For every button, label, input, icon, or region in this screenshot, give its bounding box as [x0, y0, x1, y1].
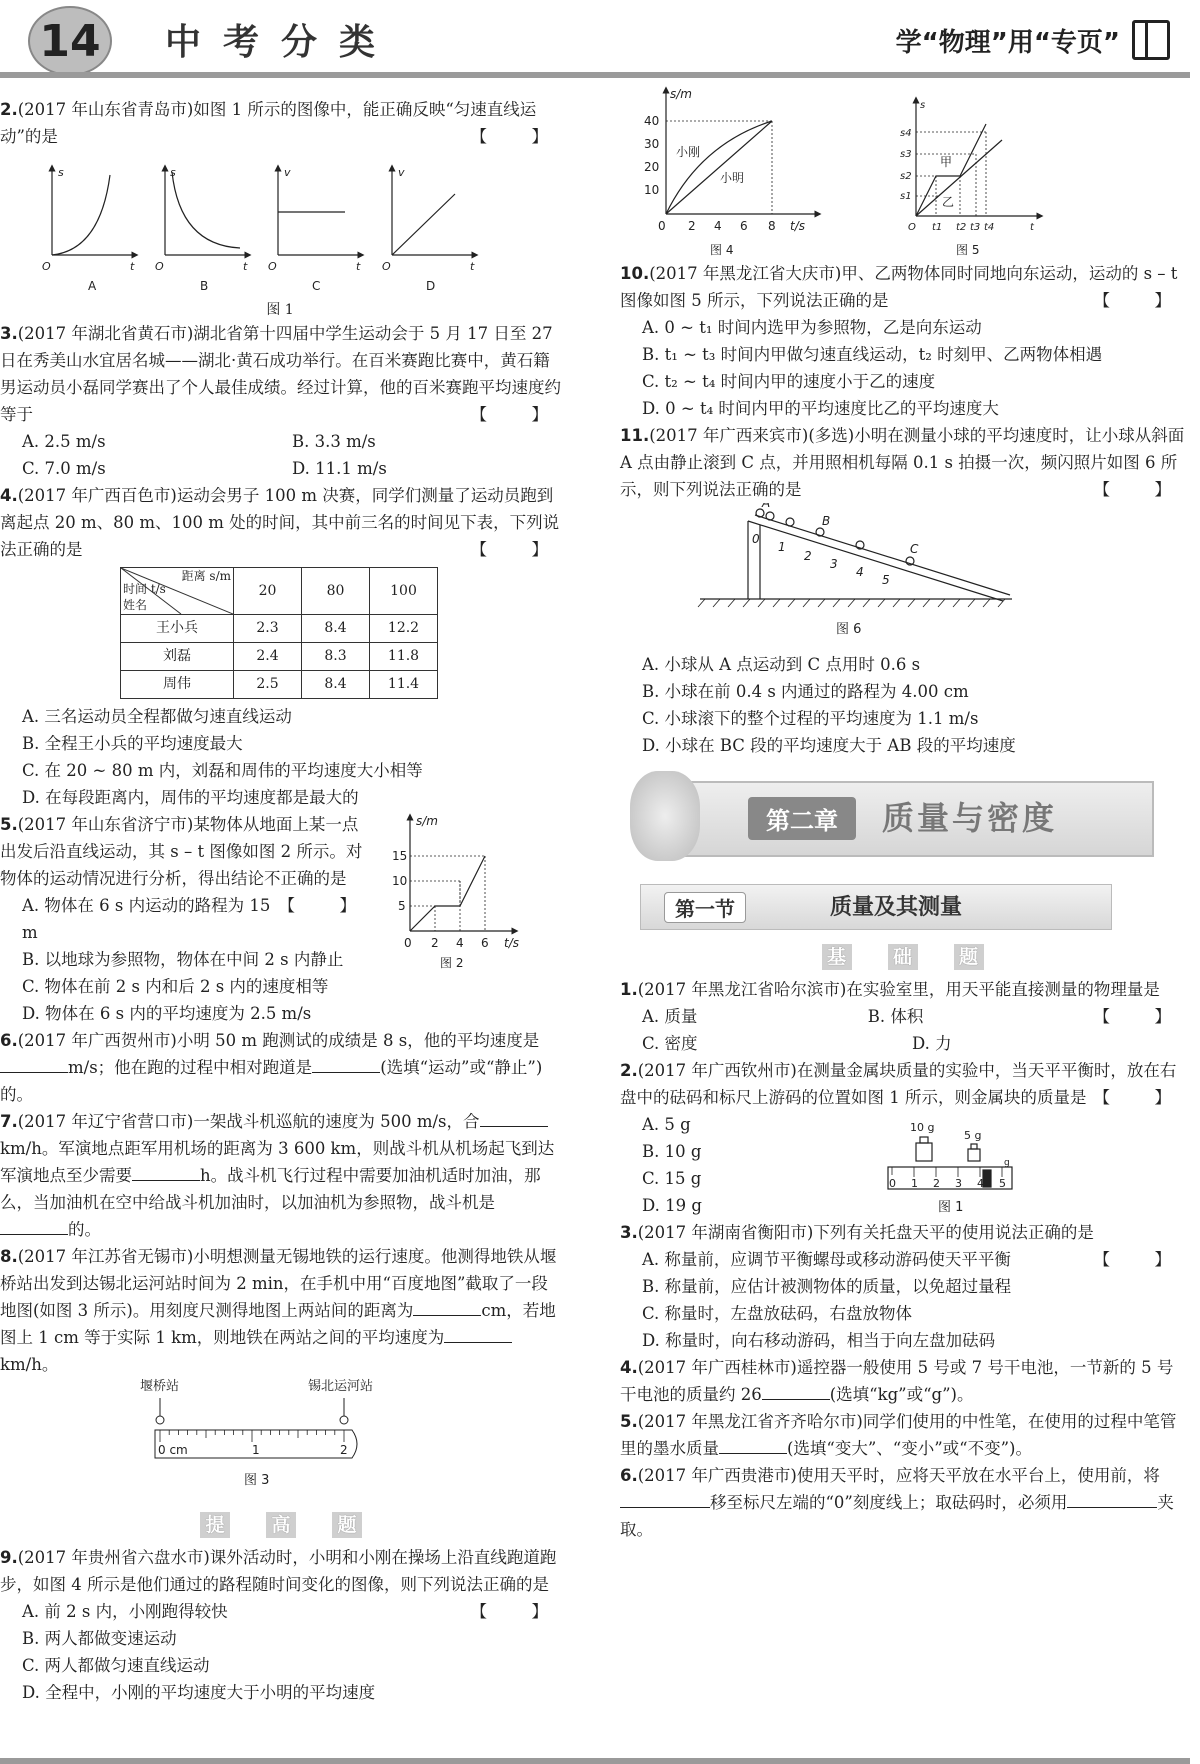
svg-text:s4: s4	[900, 128, 912, 139]
question-10: 10.(2017 年黑龙江省大庆市)甲、乙两物体同时同地向东运动，运动的 s – t 图像如图 5 所示，下列说法正确的是 【 】	[620, 264, 1185, 310]
basic-question-2-block	[620, 1057, 1185, 1219]
svg-text:4: 4	[456, 936, 464, 950]
q9-option-c[interactable]: C. 两人都做匀速直线运动	[22, 1656, 210, 1675]
question-11: 11.(2017 年广西来宾市)(多选)小明在测量小球的平均速度时，让小球从斜面 A 点由静止滚到 C 点，并用照相机每隔 0.1 s 拍摄一次，频闪照片如图 6 所示，则下列说法正确的是 【 】	[620, 426, 1185, 499]
q3-option-b[interactable]: B. 3.3 m/s	[292, 432, 376, 451]
q3-option-a[interactable]: A. 2.5 m/s	[22, 432, 106, 451]
b2-option-a[interactable]: A. 5 g	[642, 1115, 691, 1134]
svg-text:t/s: t/s	[790, 219, 805, 233]
b3-option-a[interactable]: A. 称量前，应调节平衡螺母或移动游码使天平平衡	[642, 1250, 1011, 1269]
svg-text:t3: t3	[970, 222, 981, 233]
q10-option-c[interactable]: C. t₂ ~ t₄ 时间内甲的速度小于乙的速度	[642, 372, 936, 391]
figures-4-5	[620, 84, 1185, 260]
table-col-80: 80	[302, 568, 370, 615]
svg-text:1: 1	[911, 1177, 918, 1190]
table-col-20: 20	[234, 568, 302, 615]
svg-text:0: 0	[752, 532, 760, 546]
q9-option-d[interactable]: D. 全程中，小刚的平均速度大于小明的平均速度	[22, 1683, 376, 1702]
basic-question-6: 6.(2017 年广西贵港市)使用天平时，应将天平放在水平台上，使用前，将移至标尺左端的“0”刻度线上；取砝码时，必须用 夹取。	[620, 1466, 1174, 1539]
svg-text:5: 5	[882, 573, 890, 587]
q7-blank-2[interactable]	[132, 1162, 200, 1181]
svg-text:0: 0	[889, 1177, 896, 1190]
improve-section-label: 提 高 题	[0, 1512, 562, 1538]
figure-1	[0, 150, 540, 298]
q7-blank-1[interactable]	[480, 1108, 548, 1127]
basic-question-4: 4.(2017 年广西桂林市)遥控器一般使用 5 号或 7 号干电池，一节新的 5 号干电池的质量约 26 (选填“kg”或“g”)。	[620, 1358, 1174, 1404]
figure-6	[620, 503, 1180, 643]
table-row: 刘磊 2.4 8.3 11.8	[121, 643, 438, 671]
b2-option-c[interactable]: C. 15 g	[642, 1169, 702, 1188]
fig1-origin-b: O	[155, 260, 164, 273]
q11-option-d[interactable]: D. 小球在 BC 段的平均速度大于 AB 段的平均速度	[642, 736, 1016, 755]
figure-2	[380, 811, 530, 976]
chapter-title: 质量与密度	[882, 799, 1058, 837]
q8-blank-2[interactable]	[444, 1324, 512, 1343]
q11-option-a[interactable]: A. 小球从 A 点运动到 C 点用时 0.6 s	[642, 655, 921, 674]
q10-option-a[interactable]: A. 0 ~ t₁ 时间内选甲为参照物，乙是向东运动	[642, 318, 982, 337]
question-9: 9.(2017 年贵州省六盘水市)课外活动时，小明和小刚在操场上沿直线跑道跑步，如图 4 所示是他们通过的路程随时间变化的图像，则下列说法正确的是 【 】	[0, 1548, 562, 1621]
svg-text:图 1: 图 1	[938, 1200, 964, 1215]
q10-option-b[interactable]: B. t₁ ~ t₃ 时间内甲做匀速直线运动，t₂ 时刻甲、乙两物体相遇	[642, 345, 1103, 364]
svg-text:t4: t4	[984, 222, 995, 233]
page-header	[0, 0, 1200, 80]
question-4: 4.(2017 年广西百色市)运动会男子 100 m 决赛，同学们测量了运动员跑到离起点 20 m、80 m、100 m 处的时间，其中前三名的时间见下表，下列说法正确的是 【 】	[0, 486, 562, 559]
b3-option-c[interactable]: C. 称量时，左盘放砝码，右盘放物体	[642, 1304, 913, 1323]
svg-text:小刚: 小刚	[676, 145, 701, 159]
right-column	[620, 84, 1185, 1543]
q4-option-d[interactable]: D. 在每段距离内，周伟的平均速度都是最大的	[22, 788, 359, 807]
svg-text:8: 8	[768, 219, 776, 233]
svg-text:20: 20	[644, 160, 660, 174]
q4-option-b[interactable]: B. 全程王小兵的平均速度最大	[22, 734, 243, 753]
svg-text:10: 10	[644, 183, 660, 197]
footer-divider	[0, 1758, 1190, 1764]
svg-text:s1: s1	[900, 191, 912, 202]
svg-text:0 cm: 0 cm	[158, 1443, 188, 1457]
fig1-axis-v-d: v	[398, 166, 405, 179]
figure-4	[640, 84, 830, 260]
b3-option-d[interactable]: D. 称量时，向右移动游码，相当于向左盘加砝码	[642, 1331, 996, 1350]
b2-option-d[interactable]: D. 19 g	[642, 1196, 702, 1215]
left-column	[0, 96, 562, 1706]
b1-option-d[interactable]: D. 力	[912, 1034, 952, 1053]
q5-option-b[interactable]: B. 以地球为参照物，物体在中间 2 s 内静止	[22, 950, 344, 969]
section-label: 第一节	[664, 892, 746, 923]
svg-text:t/s: t/s	[504, 936, 519, 950]
figure-5	[890, 84, 1060, 260]
question-7: 7.(2017 年辽宁省营口市)一架战斗机巡航的速度为 500 m/s，合km/h。军演地点距军用机场的距离为 3 600 km，则战斗机从机场起飞到达军演地点至少需要 h。战斗机飞行过程中需要加油机适时加油，那么，当加油机在空中给战斗机加油时，以加油机为参照物，战斗机是的。	[0, 1108, 562, 1243]
svg-text:t2: t2	[956, 222, 967, 233]
svg-text:s3: s3	[900, 149, 912, 160]
fig1-label-a: A	[88, 279, 97, 293]
svg-text:4: 4	[856, 565, 864, 579]
svg-text:s/m: s/m	[670, 87, 692, 101]
svg-text:2: 2	[688, 219, 696, 233]
fig1-axis-s-b: s	[170, 166, 176, 179]
svg-text:5: 5	[999, 1177, 1006, 1190]
svg-text:g: g	[1004, 1158, 1010, 1168]
table-diag-header: 距离 s/m 时间 t/s 姓名	[121, 568, 234, 615]
svg-text:40: 40	[644, 114, 660, 128]
page-number: 14	[28, 6, 112, 76]
svg-text:B: B	[822, 514, 831, 528]
b1-option-c[interactable]: C. 密度	[642, 1034, 698, 1053]
basic-question-3: 3.(2017 年湖南省衡阳市)下列有关托盘天平的使用说法正确的是 【 】	[620, 1223, 1185, 1269]
svg-text:O: O	[908, 222, 916, 233]
svg-text:A: A	[762, 503, 771, 510]
q5-option-c[interactable]: C. 物体在前 2 s 内和后 2 s 内的速度相等	[22, 977, 329, 996]
q5-option-a[interactable]: A. 物体在 6 s 内运动的路程为 15 m	[22, 896, 271, 942]
chapter-banner	[620, 769, 1185, 864]
basic-question-1: 1.(2017 年黑龙江省哈尔滨市)在实验室里，用天平能直接测量的物理量是 【 】	[620, 980, 1185, 1026]
svg-text:图 3: 图 3	[244, 1473, 270, 1488]
svg-text:1: 1	[252, 1443, 260, 1457]
b5-blank[interactable]	[719, 1435, 787, 1454]
svg-text:小明: 小明	[720, 171, 745, 185]
svg-text:t: t	[1030, 222, 1034, 233]
fig1-axis-v-c: v	[284, 166, 291, 179]
svg-text:2: 2	[431, 936, 439, 950]
race-time-table	[120, 567, 438, 699]
svg-text:4: 4	[977, 1177, 984, 1190]
svg-text:锡北运河站: 锡北运河站	[308, 1379, 374, 1394]
svg-text:图 4: 图 4	[710, 243, 734, 257]
svg-text:t1: t1	[932, 222, 943, 233]
q10-option-d[interactable]: D. 0 ~ t₄ 时间内甲的平均速度比乙的平均速度大	[642, 399, 999, 418]
b3-option-b[interactable]: B. 称量前，应估计被测物体的质量，以免超过量程	[642, 1277, 1012, 1296]
svg-text:图 5: 图 5	[956, 243, 980, 257]
q3-option-c[interactable]: C. 7.0 m/s	[22, 459, 106, 478]
q6-blank-2[interactable]	[312, 1054, 380, 1073]
section-title: 质量及其测量	[830, 895, 963, 920]
b6-blank-2[interactable]	[1067, 1489, 1157, 1508]
svg-text:s: s	[920, 100, 926, 111]
chapter-label: 第二章	[748, 797, 856, 840]
table-row: 周伟 2.5 8.4 11.4	[121, 671, 438, 699]
book-logo-icon	[1132, 20, 1170, 60]
figure-1-caption: 图 1	[266, 302, 294, 318]
q9-option-b[interactable]: B. 两人都做变速运动	[22, 1629, 177, 1648]
balance-figure-1	[880, 1115, 1030, 1225]
q11-option-c[interactable]: C. 小球滚下的整个过程的平均速度为 1.1 m/s	[642, 709, 979, 728]
table-row: 王小兵 2.3 8.4 12.2	[121, 615, 438, 643]
table-col-100: 100	[370, 568, 438, 615]
question-5-block	[0, 811, 562, 1027]
figure-3	[0, 1378, 560, 1498]
b4-blank[interactable]	[762, 1381, 830, 1400]
svg-text:3: 3	[955, 1177, 962, 1190]
b1-option-b[interactable]: B. 体积	[867, 1007, 924, 1026]
fig1-origin-a: O	[42, 260, 51, 273]
b1-option-a[interactable]: A. 质量	[642, 1007, 698, 1026]
angel-decoration-icon	[630, 771, 700, 861]
svg-text:3: 3	[830, 557, 838, 571]
svg-text:10: 10	[392, 874, 408, 888]
svg-text:6: 6	[740, 219, 748, 233]
svg-text:s/m: s/m	[416, 814, 438, 828]
fig1-axis-t-a: t	[130, 260, 135, 273]
q9-option-a[interactable]: A. 前 2 s 内，小刚跑得较快	[22, 1602, 228, 1621]
b2-option-b[interactable]: B. 10 g	[642, 1142, 702, 1161]
svg-text:C: C	[910, 542, 919, 556]
svg-text:5 g: 5 g	[964, 1129, 982, 1142]
q5-option-d[interactable]: D. 物体在 6 s 内的平均速度为 2.5 m/s	[22, 1004, 312, 1023]
svg-text:甲: 甲	[940, 155, 953, 169]
svg-text:10 g: 10 g	[910, 1121, 935, 1134]
svg-text:2: 2	[340, 1443, 348, 1457]
q8-blank-1[interactable]	[413, 1297, 481, 1316]
q4-option-c[interactable]: C. 在 20 ~ 80 m 内，刘磊和周伟的平均速度大小相等	[22, 761, 423, 780]
header-title: 中考分类	[165, 22, 398, 63]
fig1-label-b: B	[200, 279, 209, 293]
fig1-origin-d: O	[382, 260, 391, 273]
svg-text:图 2: 图 2	[440, 956, 464, 970]
header-divider	[0, 72, 1190, 78]
svg-text:6: 6	[481, 936, 489, 950]
q7-blank-3[interactable]	[0, 1216, 68, 1235]
question-8: 8.(2017 年江苏省无锡市)小明想测量无锡地铁的运行速度。他测得地铁从堰桥站出发到达锡北运河站时间为 2 min，在手机中用“百度地图”截取了一段地图(如图 3 所示)。用刻度尺测得地图上两站间的距离为 cm，若地图上 1 cm 等于实际 1 km，则地铁在两站之间的平均速度为km/h。	[0, 1247, 557, 1374]
fig1-axis-s-a: s	[58, 166, 64, 179]
fig1-axis-t-b: t	[243, 260, 248, 273]
question-5: 5.(2017 年山东省济宁市)某物体从地面上某一点出发后沿直线运动，其 s – t 图像如图 2 所示。对物体的运动情况进行分析，得出结论不正确的是 【 】	[0, 815, 370, 915]
question-3: 3.(2017 年湖北省黄石市)湖北省第十四届中学生运动会于 5 月 17 日至 27 日在秀美山水宜居名城——湖北·黄石成功举行。在百米赛跑比赛中，黄石籍男运动员小磊同学赛出了个人最佳成绩。经过计算，他的百米赛跑平均速度约等于 【 】	[0, 324, 562, 424]
header-slogan: 学“物理”用“专页”	[895, 28, 1120, 58]
svg-text:图 6: 图 6	[836, 622, 862, 637]
svg-text:15: 15	[392, 849, 408, 863]
svg-text:堰桥站: 堰桥站	[140, 1379, 180, 1394]
svg-text:5: 5	[398, 899, 406, 913]
fig1-label-d: D	[426, 279, 436, 293]
svg-text:0: 0	[404, 936, 412, 950]
svg-text:1: 1	[778, 540, 786, 554]
q11-option-b[interactable]: B. 小球在前 0.4 s 内通过的路程为 4.00 cm	[642, 682, 969, 701]
section-banner	[620, 878, 1185, 934]
q6-blank-1[interactable]	[0, 1054, 68, 1073]
fig1-origin-c: O	[268, 260, 277, 273]
b6-blank-1[interactable]	[620, 1489, 710, 1508]
basic-section-label: 基 础 题	[620, 944, 1185, 970]
q3-option-d[interactable]: D. 11.1 m/s	[292, 459, 387, 478]
svg-text:2: 2	[804, 549, 812, 563]
q4-option-a[interactable]: A. 三名运动员全程都做匀速直线运动	[22, 707, 292, 726]
svg-text:4: 4	[714, 219, 722, 233]
svg-text:2: 2	[933, 1177, 940, 1190]
fig1-label-c: C	[312, 279, 321, 293]
question-6: 6.(2017 年广西贺州市)小明 50 m 跑测试的成绩是 8 s，他的平均速度是m/s；他在跑的过程中相对跑道是 (选填“运动”或“静止”)的。	[0, 1031, 543, 1104]
fig1-axis-t-d: t	[470, 260, 475, 273]
question-2: 2.(2017 年山东省青岛市)如图 1 所示的图像中，能正确反映“匀速直线运动”的是 【 】	[0, 100, 562, 146]
basic-question-5: 5.(2017 年黑龙江省齐齐哈尔市)同学们使用的中性笔，在使用的过程中笔管里的墨水质量 (选填“变大”、“变小”或“不变”)。	[620, 1412, 1177, 1458]
svg-text:30: 30	[644, 137, 660, 151]
basic-question-2: 2.(2017 年广西钦州市)在测量金属块质量的实验中，当天平平衡时，放在右盘中的砝码和标尺上游码的位置如图 1 所示，则金属块的质量是 【 】	[620, 1061, 1185, 1107]
svg-text:乙: 乙	[942, 195, 955, 209]
fig1-axis-t-c: t	[356, 260, 361, 273]
svg-text:0: 0	[658, 219, 666, 233]
svg-text:s2: s2	[900, 171, 912, 182]
